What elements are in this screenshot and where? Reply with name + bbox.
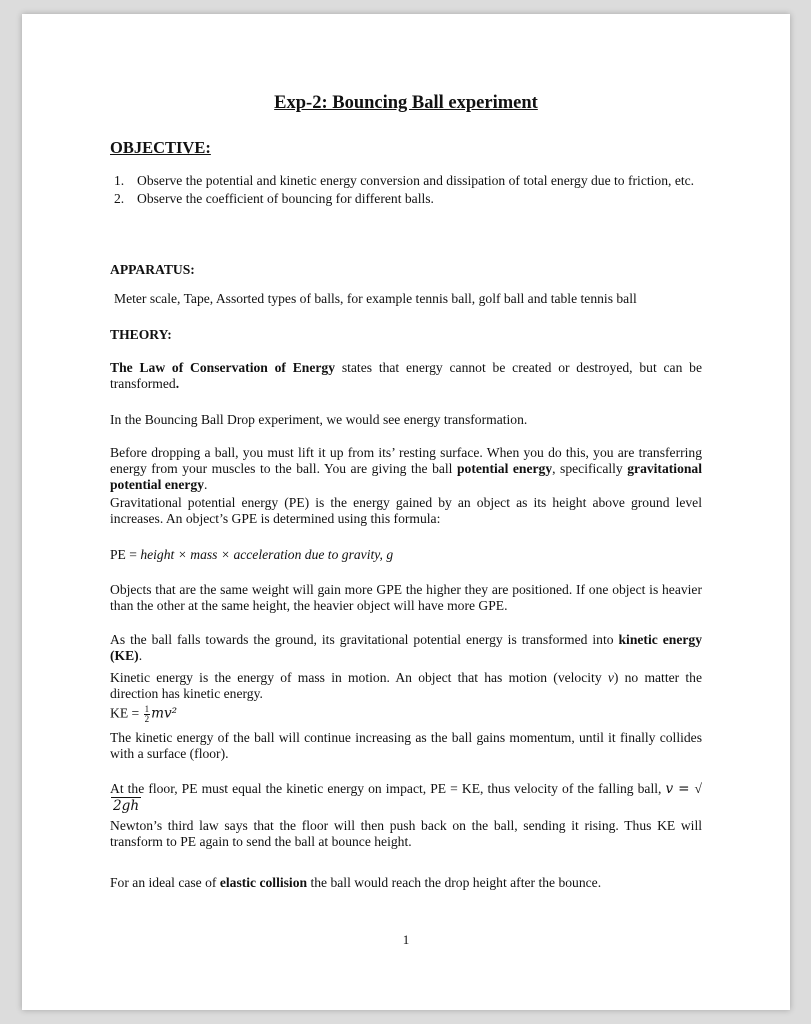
velocity-formula: v = xyxy=(665,781,695,797)
weight-paragraph: Objects that are the same weight will gain more GPE the higher they are positioned. If one object is heavier than the other at the same height, the heavier object will have more GPE. xyxy=(110,582,702,614)
kinetic-energy-bold: kinetic energy (KE) xyxy=(110,632,703,664)
formula-rhs: height × mass × acceleration due to gravity, g xyxy=(140,547,394,562)
floor-paragraph: At the floor, PE must equal the kinetic energy on impact, PE = KE, thus velocity of the falling ball, v = √2gh xyxy=(110,781,702,815)
objective-list xyxy=(110,173,702,209)
intro-paragraph: In the Bouncing Ball Drop experiment, we would see energy transformation. xyxy=(110,412,528,427)
pe-formula xyxy=(110,547,702,563)
objective-heading: OBJECTIVE: xyxy=(110,138,211,157)
text-span: ) no matter the direction has kinetic energy. xyxy=(110,670,702,702)
list-number: 1. xyxy=(114,173,125,188)
text-span: At the floor, PE must equal the kinetic energy on impact, PE = KE, thus velocity of the falling ball, xyxy=(110,781,666,796)
list-item xyxy=(114,191,702,207)
page-title: Exp-2: Bouncing Ball experiment xyxy=(274,93,538,113)
fraction-numerator: 1 xyxy=(144,704,150,714)
text-span: Before dropping a ball, you must lift it up from its’ resting surface. When you do this, you are transferring energy from your muscles to the ball. You are giving the ball xyxy=(110,445,702,477)
text-span: Kinetic energy is the energy of mass in motion. An object that has motion (velocity xyxy=(110,670,608,685)
text-span: the ball would reach the drop height after the bounce. xyxy=(307,875,602,890)
law-bold: The Law of Conservation of Energy xyxy=(110,360,336,375)
gpe-paragraph: Gravitational potential energy (PE) is the energy gained by an object as its height above ground level increases. An object’s GPE is determined using this formula: xyxy=(110,495,702,527)
text-span: , specifically xyxy=(552,461,628,477)
list-text: Observe the coefficient of bouncing for different balls. xyxy=(137,191,434,207)
velocity-symbol: v xyxy=(607,670,614,685)
list-item xyxy=(114,173,702,189)
ke-formula xyxy=(110,705,702,724)
momentum-paragraph: The kinetic energy of the ball will continue increasing as the ball gains momentum, until it finally collides with a surface (floor). xyxy=(110,730,702,762)
text-span: . xyxy=(204,477,208,493)
potential-energy-bold: potential energy xyxy=(456,461,553,477)
page-number: 1 xyxy=(402,932,410,947)
law-end: . xyxy=(175,376,180,392)
text-span: . xyxy=(138,648,143,664)
fraction-denominator: 2 xyxy=(144,714,150,724)
document-page xyxy=(22,14,790,1010)
apparatus-text: Meter scale, Tape, Assorted types of balls, for example tennis ball, golf ball and table tennis ball xyxy=(114,291,637,306)
newton-paragraph: Newton’s third law says that the floor will then push back on the ball, sending it rising. Thus KE will transform to PE again to send the ball at bounce height. xyxy=(110,818,702,850)
apparatus-heading: APPARATUS: xyxy=(110,262,195,277)
list-number: 2. xyxy=(114,191,125,207)
lift-paragraph xyxy=(110,445,702,494)
elastic-paragraph xyxy=(110,875,702,891)
elastic-collision-bold: elastic collision xyxy=(219,875,308,890)
theory-heading: THEORY: xyxy=(110,327,172,342)
formula-lhs: KE = xyxy=(110,705,143,721)
formula-rhs: mv² xyxy=(151,705,178,722)
sqrt-expression: 2gh xyxy=(113,798,140,815)
fraction xyxy=(144,705,151,724)
formula-lhs: PE = xyxy=(110,547,141,562)
kinetic-paragraph xyxy=(110,670,702,702)
list-text: Observe the potential and kinetic energy conversion and dissipation of total energy due to friction, etc. xyxy=(137,173,695,188)
law-text: states that energy cannot be created or destroyed, but can be transformed xyxy=(110,360,702,392)
law-paragraph xyxy=(110,360,702,392)
text-span: For an ideal case of xyxy=(110,875,220,890)
gpe-bold: gravitational potential energy xyxy=(110,461,702,493)
text-span: As the ball falls towards the ground, its gravitational potential energy is transformed into xyxy=(110,632,619,647)
fall-paragraph xyxy=(110,632,702,664)
